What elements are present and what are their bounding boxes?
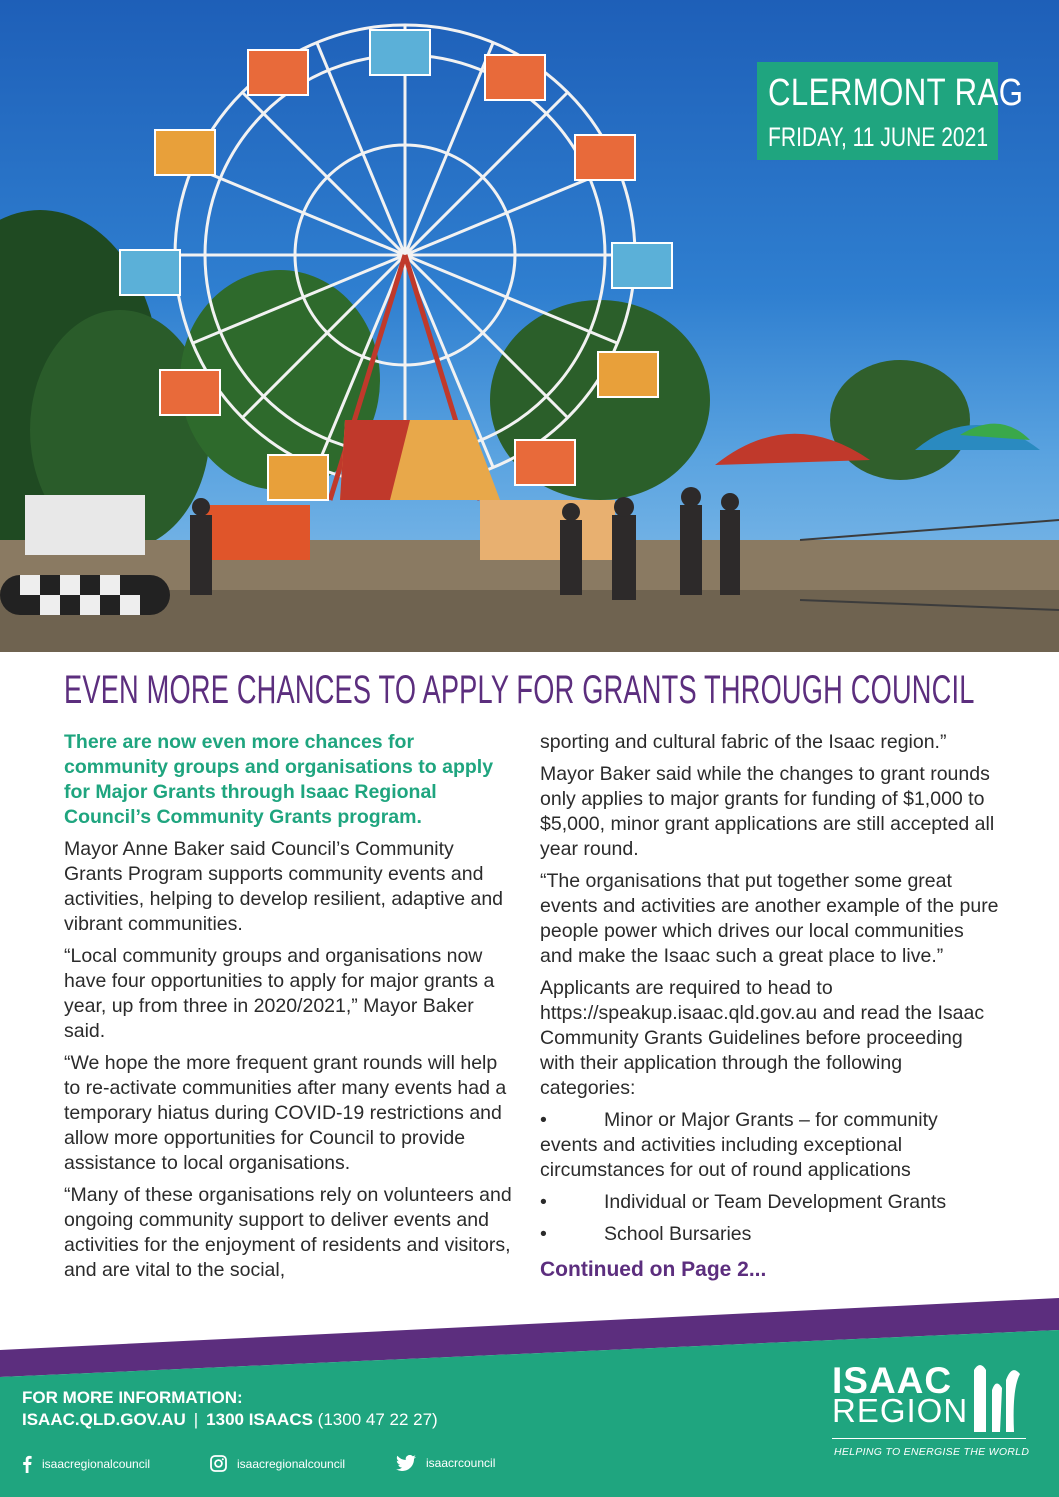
- social-twitter[interactable]: [396, 1455, 495, 1471]
- article-column-left: [64, 730, 516, 1290]
- twitter-icon: [396, 1455, 416, 1471]
- list-item: [540, 1190, 1000, 1215]
- phone-number-numeric: (1300 47 22 27): [317, 1410, 438, 1429]
- social-handle: isaacrcouncil: [426, 1456, 496, 1470]
- article-paragraph: Applicants are required to head to https://speakup.isaac.qld.gov.au and read the Isaac Community Grants Guidelines before proceeding with their application through the following categories:: [540, 977, 985, 1099]
- article-lead: There are now even more chances for community groups and organisations to apply for Major Grants through Isaac Regional Council’s Community Grants program.: [64, 731, 494, 828]
- bullet-marker: •: [540, 1191, 547, 1213]
- article-headline: EVEN MORE CHANCES TO APPLY FOR GRANTS THROUGH COUNCIL: [64, 668, 975, 712]
- social-instagram[interactable]: [210, 1455, 345, 1472]
- list-item-text: Individual or Team Development Grants: [604, 1191, 947, 1213]
- event-badge: [757, 62, 1024, 160]
- article-column-right: [540, 730, 1000, 1282]
- logo-mark-icon: [972, 1360, 1028, 1432]
- website-link[interactable]: ISAAC.QLD.GOV.AU: [22, 1410, 186, 1429]
- logo-line-2: REGION: [832, 1392, 969, 1429]
- article-paragraph: “The organisations that put together some great events and activities are another example of the pure people power which drives our local communities and make the Isaac such a great place to live.”: [540, 870, 999, 967]
- social-facebook[interactable]: [22, 1455, 150, 1473]
- contact-separator: |: [193, 1410, 199, 1429]
- logo-line-1: ISAAC: [832, 1360, 953, 1401]
- list-item: [540, 1108, 1000, 1183]
- article-paragraph: Mayor Anne Baker said Council’s Community Grants Program supports community events and activities, helping to develop resilient, adaptive and vibrant communities.: [64, 838, 504, 935]
- hero-photo: [0, 0, 1059, 652]
- continued-link[interactable]: Continued on Page 2...: [540, 1258, 767, 1281]
- list-item-text: School Bursaries: [604, 1223, 752, 1245]
- facebook-icon: [22, 1455, 32, 1473]
- phone-number[interactable]: 1300 ISAACS: [206, 1410, 313, 1429]
- event-date: FRIDAY, 11 JUNE 2021: [768, 122, 989, 152]
- article-paragraph: Mayor Baker said while the changes to grant rounds only applies to major grants for funding of $1,000 to $5,000, minor grant applications are still accepted all year round.: [540, 763, 995, 860]
- social-handle: isaacregionalcouncil: [42, 1457, 151, 1471]
- isaac-region-logo: [832, 1360, 1032, 1470]
- contact-info: [22, 1387, 438, 1431]
- article-paragraph: sporting and cultural fabric of the Isaac region.”: [540, 731, 947, 753]
- contact-heading: FOR MORE INFORMATION:: [22, 1388, 243, 1407]
- article-paragraph: “Many of these organisations rely on volunteers and ongoing community support to deliver events and activities for the enjoyment of residents and visitors, and are vital to the social,: [64, 1184, 512, 1281]
- logo-tagline: HELPING TO ENERGISE THE WORLD: [834, 1446, 1030, 1458]
- instagram-icon: [210, 1455, 227, 1472]
- bullet-marker: •: [540, 1223, 547, 1245]
- logo-divider: [832, 1438, 1026, 1439]
- bullet-marker: •: [540, 1109, 547, 1131]
- article-paragraph: “We hope the more frequent grant rounds will help to re-activate communities after many events had a temporary hiatus during COVID-19 restrictions and allow more opportunities for Council to provide assistance to local organisations.: [64, 1052, 507, 1174]
- list-item: [540, 1222, 1000, 1247]
- list-item-text: Minor or Major Grants – for community events and activities including exceptional circumstances for out of round applications: [540, 1109, 938, 1181]
- article-paragraph: “Local community groups and organisations now have four opportunities to apply for major grants a year, up from three in 2020/2021,” Mayor Baker said.: [64, 945, 495, 1042]
- event-title: CLERMONT RAG: [768, 72, 1024, 114]
- social-handle: isaacregionalcouncil: [237, 1456, 346, 1471]
